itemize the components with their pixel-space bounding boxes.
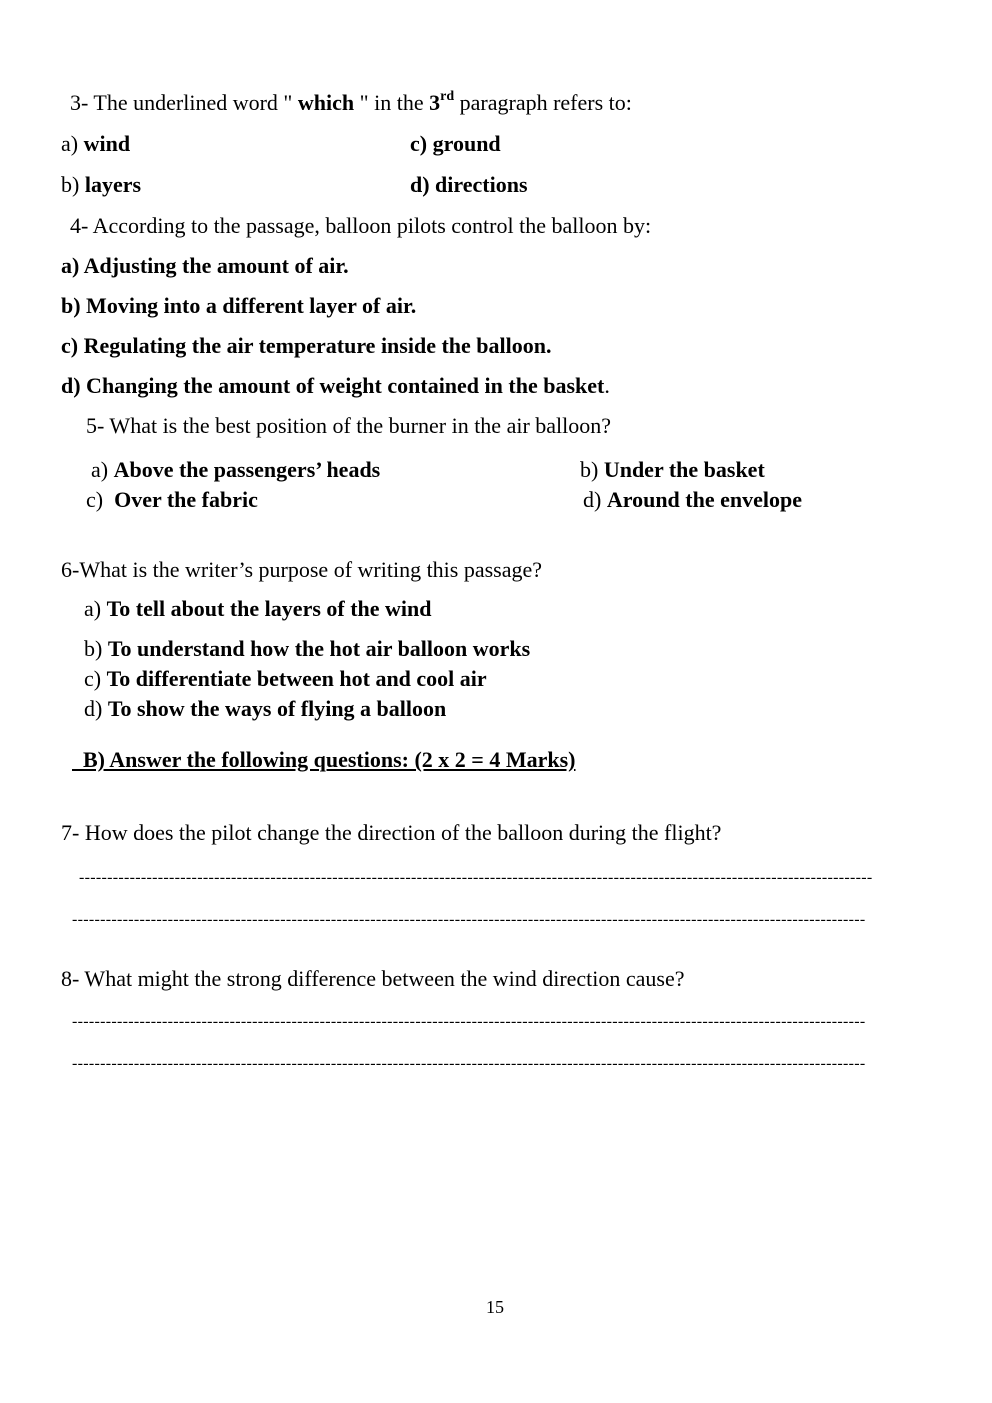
q6-option-a[interactable]: a) To tell about the layers of the wind xyxy=(84,596,432,621)
q7-answer-line-2[interactable]: --------------------------------------------------------------------------------------------------------------------------------------------- xyxy=(72,911,866,928)
q3-option-d[interactable]: d) directions xyxy=(410,172,528,197)
q8-answer-line-2[interactable]: --------------------------------------------------------------------------------------------------------------------------------------------- xyxy=(72,1055,866,1072)
q3-option-a[interactable]: a) wind xyxy=(61,131,131,156)
q5-option-b[interactable]: b) Under the basket xyxy=(580,457,765,482)
q6-option-d[interactable]: d) To show the ways of flying a balloon xyxy=(84,696,447,721)
question-7-stem: 7- How does the pilot change the direction of the balloon during the flight? xyxy=(61,820,722,845)
q4-option-d[interactable]: d) Changing the amount of weight contained in the basket. xyxy=(61,373,610,398)
section-b-heading: B) Answer the following questions: (2 x 2 = 4 Marks) xyxy=(83,747,576,772)
question-5-stem: 5- What is the best position of the burner in the air balloon? xyxy=(86,413,612,438)
page-number: 15 xyxy=(486,1297,504,1317)
q5-option-d[interactable]: d) Around the envelope xyxy=(583,487,802,512)
q4-option-a[interactable]: a) Adjusting the amount of air. xyxy=(61,253,349,278)
question-6-stem: 6-What is the writer’s purpose of writing this passage? xyxy=(61,557,543,582)
q8-answer-line-1[interactable]: --------------------------------------------------------------------------------------------------------------------------------------------- xyxy=(72,1013,866,1030)
q7-answer-line-1[interactable]: --------------------------------------------------------------------------------------------------------------------------------------------- xyxy=(79,869,873,886)
question-8-stem: 8- What might the strong difference between the wind direction cause? xyxy=(61,966,685,991)
q4-option-b[interactable]: b) Moving into a different layer of air. xyxy=(61,293,417,318)
underlined-word: which xyxy=(292,90,360,115)
q6-option-c[interactable]: c) To differentiate between hot and cool air xyxy=(84,666,487,691)
q4-option-c[interactable]: c) Regulating the air temperature inside the balloon. xyxy=(61,333,552,358)
q5-option-a[interactable]: a) Above the passengers’ heads xyxy=(91,457,381,482)
q6-option-b[interactable]: b) To understand how the hot air balloon works xyxy=(84,636,531,661)
question-3-stem: 3- The underlined word " which " in the 3rd paragraph refers to: xyxy=(70,89,632,115)
q5-option-c[interactable]: c) Over the fabric xyxy=(86,487,258,512)
q3-option-c[interactable]: c) ground xyxy=(410,131,501,156)
q3-option-b[interactable]: b) layers xyxy=(61,172,142,197)
question-4-stem: 4- According to the passage, balloon pilots control the balloon by: xyxy=(70,213,652,238)
